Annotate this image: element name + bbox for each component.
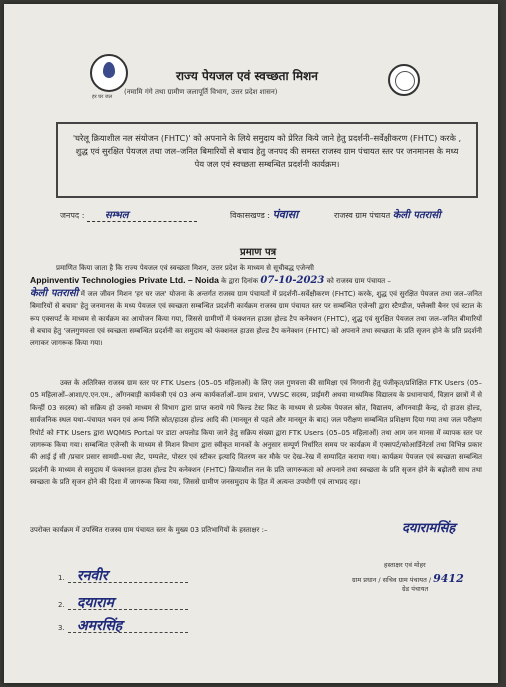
- block-field: [230, 207, 298, 222]
- mission-title: राज्य पेयजल एवं स्वच्छता मिशन: [176, 69, 318, 83]
- pradhan-title-text: ग्राम प्रधान / सचिव ग्राम पंचायत /: [352, 576, 432, 584]
- pradhan-signature: दयारामसिंह: [402, 521, 456, 536]
- participant-3-num: 3.: [58, 624, 65, 632]
- participant-2-num: 2.: [58, 601, 65, 609]
- water-drop-icon: [103, 62, 115, 78]
- pradhan-sign-label: हस्ताक्षर एवं मोहर: [384, 561, 426, 569]
- block-value: पंवासा: [272, 208, 299, 221]
- para1-rest: में जल जीवन मिशन 'हर घर जल' योजना के अन्तर्गत राजस्व ग्राम पंचायतों में प्रदर्शनी–सर्वेक्षीकरण (FHTC) करके, शुद्ध एवं सुरक्षित पेयजल तथा जल–जनित बिमारियों से बचाव' हेतु जनमानस के मध्य पेयजल एवं स्वच्छता सम्बन्धित प्रदर्शनी कार्यक्रम राजस्व ग्राम पंचायत स्तर पर सम्बन्धित एजेन्सी द्वारा स्टैण्डीज, फ्लैक्सी बैनर एवं स्टाल के रूप एक्सपर्ट के माध्यम से कार्यक्रम का आयोजन किया गया, जिससे ग्रामीणों में फंक्शनल हाउस होल्ड टैप कनेक्शन (FHTC), शुद्ध एवं सुरक्षित पेयजल तथा जल–जनित बीमारियों से बचाव हेतु 'जलगुणवत्ता एवं स्वच्छता सम्बन्धित प्रदर्शनी का समुदाय को फंक्शनल हाउस होल्ड टैप कनेक्शन (FHTC) को अपनाने तथा स्वच्छता के प्रति सृजन होने के प्रति प्रदर्शनी लगाकर जागरूक किया गया।: [30, 289, 482, 348]
- certificate-title: प्रमाण पत्र: [240, 244, 276, 259]
- panchayat-handwritten: केली पतरासी: [30, 287, 79, 299]
- participant-1-signature: रनवीर: [76, 568, 108, 584]
- har-ghar-jal-logo: [90, 54, 128, 100]
- date-value: 07-10-2023: [260, 275, 325, 287]
- pradhan-dept: ग्रेड पंचायत: [402, 585, 429, 593]
- mission-subtitle: (नमामि गंगे तथा ग्रामीण जलापूर्ति विभाग, उत्तर प्रदेश शासन): [124, 88, 278, 96]
- program-banner-box: [56, 122, 478, 198]
- certificate-paragraph-2: [30, 377, 482, 489]
- panchayat-field: [334, 207, 441, 221]
- certificate-page: [4, 4, 498, 683]
- agency-name: Appinventiv Technologies Private Ltd. – Noida: [30, 275, 219, 286]
- program-banner-text: 'घरेलू क्रियाशील नल संयोजन (FHTC)' को अपनाने के लिये समुदाय को प्रेरित किये जाने हेतु प्रदर्शनी–सर्वेक्षीकरण (FHTC) करके , शुद्ध एवं सुरक्षित पेयजल तथा जल–जनित बिमारियों से बचाव हेतु जनपद की समस्त राजस्व ग्राम पंचायत स्तर पर जनमानस के मध्य पेय जल एवं स्वच्छता सम्बन्धित प्रदर्शनी कार्यक्रम।: [72, 133, 462, 169]
- pradhan-phone: 9412: [433, 572, 464, 585]
- block-label: विकासखण्ड :: [230, 211, 271, 220]
- district-label: जनपद :: [60, 211, 85, 220]
- state-emblem-logo: [388, 64, 420, 96]
- certificate-paragraph-1: [30, 262, 482, 350]
- panchayat-label: राजस्व ग्राम पंचायत: [334, 211, 391, 220]
- emblem-icon: [395, 71, 415, 91]
- participant-2-signature: दयाराम: [76, 595, 114, 611]
- para2-text: उक्त के अतिरिक्त राजस्व ग्राम स्तर पर FTK Users (05–05 महिलाओं) के लिए जल गुणवत्ता की सामिक्षा एवं निगरानी हेतु पंजीकृत/प्रशिक्षित FTK Users (05–05 महिलाओं–आशा/ए.एन.एम., आँगनबाड़ी कार्यकत्री एवं 03 अन्य कार्यकर्ताओं–ग्राम प्रधान, VWSC सदस्य, प्राईमरी अथवा माध्यमिक विद्यालय के प्रधानाचार्य, विज्ञान छात्रों में से किन्हीं 03 सदस्य) को सक्रिय हो उनको माध्यम से विभाग द्वारा प्राप्त कराये गये फिल्ड टेस्ट किट के माध्यम से प्रत्येक पेयजल स्रोत, विद्यालय, आँगनवाड़ी केन्द्र, दो हाउस होल्ड, सार्वजनिक स्थल यथा–पंचायत भवन एवं अन्य निजि स्रोत/हाउस होल्ड आदि की (मानसून से पहले और मानसून के बाद) जल परीक्षण सम्बन्धित प्रशिक्षण दिया गया तथा जल परीक्षण रिपोर्ट को FTK Users द्वारा WQMIS Portal पर डाटा अपलोड किया जाने हेतु सक्रिय संख्या द्वारा FTK Users (05–05 महिलाओं) तथा आम जन मानस में व्यापक स्तर पर जागरूक किया गया। सम्बन्धित एजेन्सी के माध्यम से मिशन विभाग द्वारा स्वीकृत मानकों के अनुसार सम्पूर्ण निर्धारित समय पर कार्यक्रम में एक्सपर्ट/कोआर्डिनेटर्स तथा विभिन्न प्रकार की आई ई सी /प्रचार प्रसार सामग्री–यथा लैट, पम्पलेट, पोस्टर एवं स्टीकर इत्यादि वितरण कर मौके पर देख–रेख में सम्पादित कराया गया। कार्यक्रम पेयजल एवं स्वच्छता सम्बन्धित प्रदर्शनी के माध्यम से समुदाय में फंक्शनल हाउस होल्ड टैप कनेक्शन (FHTC) क्रियाशील नल के प्रति जागरूकता को अपनाने तथा स्वच्छता के प्रति सृजन होने के बढ़ोतरी साथ तथा स्वच्छता के प्रति सृजन होने की दिशा में जागरूक किया गया, जिससे ग्रामीण जनसमुदाय के हित में अत्यन्त उपयोगी एवं लाभप्रद रहा।: [30, 379, 482, 487]
- signatures-intro: उपरोक्त कार्यक्रम में उपस्थित राजस्व ग्राम पंचायत स्तर के मुख्य 03 प्रतिभागियों के हस्ताक्षर :–: [30, 526, 268, 534]
- panchayat-value: केली पतरासी: [392, 210, 441, 221]
- logo-left-caption: हर घर जल: [92, 94, 112, 100]
- district-value: सम्भल: [104, 210, 129, 221]
- participant-3-signature: अमरसिंह: [76, 618, 123, 634]
- para1-start: प्रमाणित किया जाता है कि राज्य पेयजल एवं स्वच्छता मिशन, उत्तर प्रदेश के माध्यम से सूचीबद्ध एजेन्सी: [56, 264, 314, 272]
- district-field: [60, 207, 197, 222]
- date-label: के द्वारा दिनांक: [221, 277, 259, 286]
- participant-1-num: 1.: [58, 574, 65, 582]
- para1-mid: को राजस्व ग्राम पंचायत –: [326, 277, 391, 286]
